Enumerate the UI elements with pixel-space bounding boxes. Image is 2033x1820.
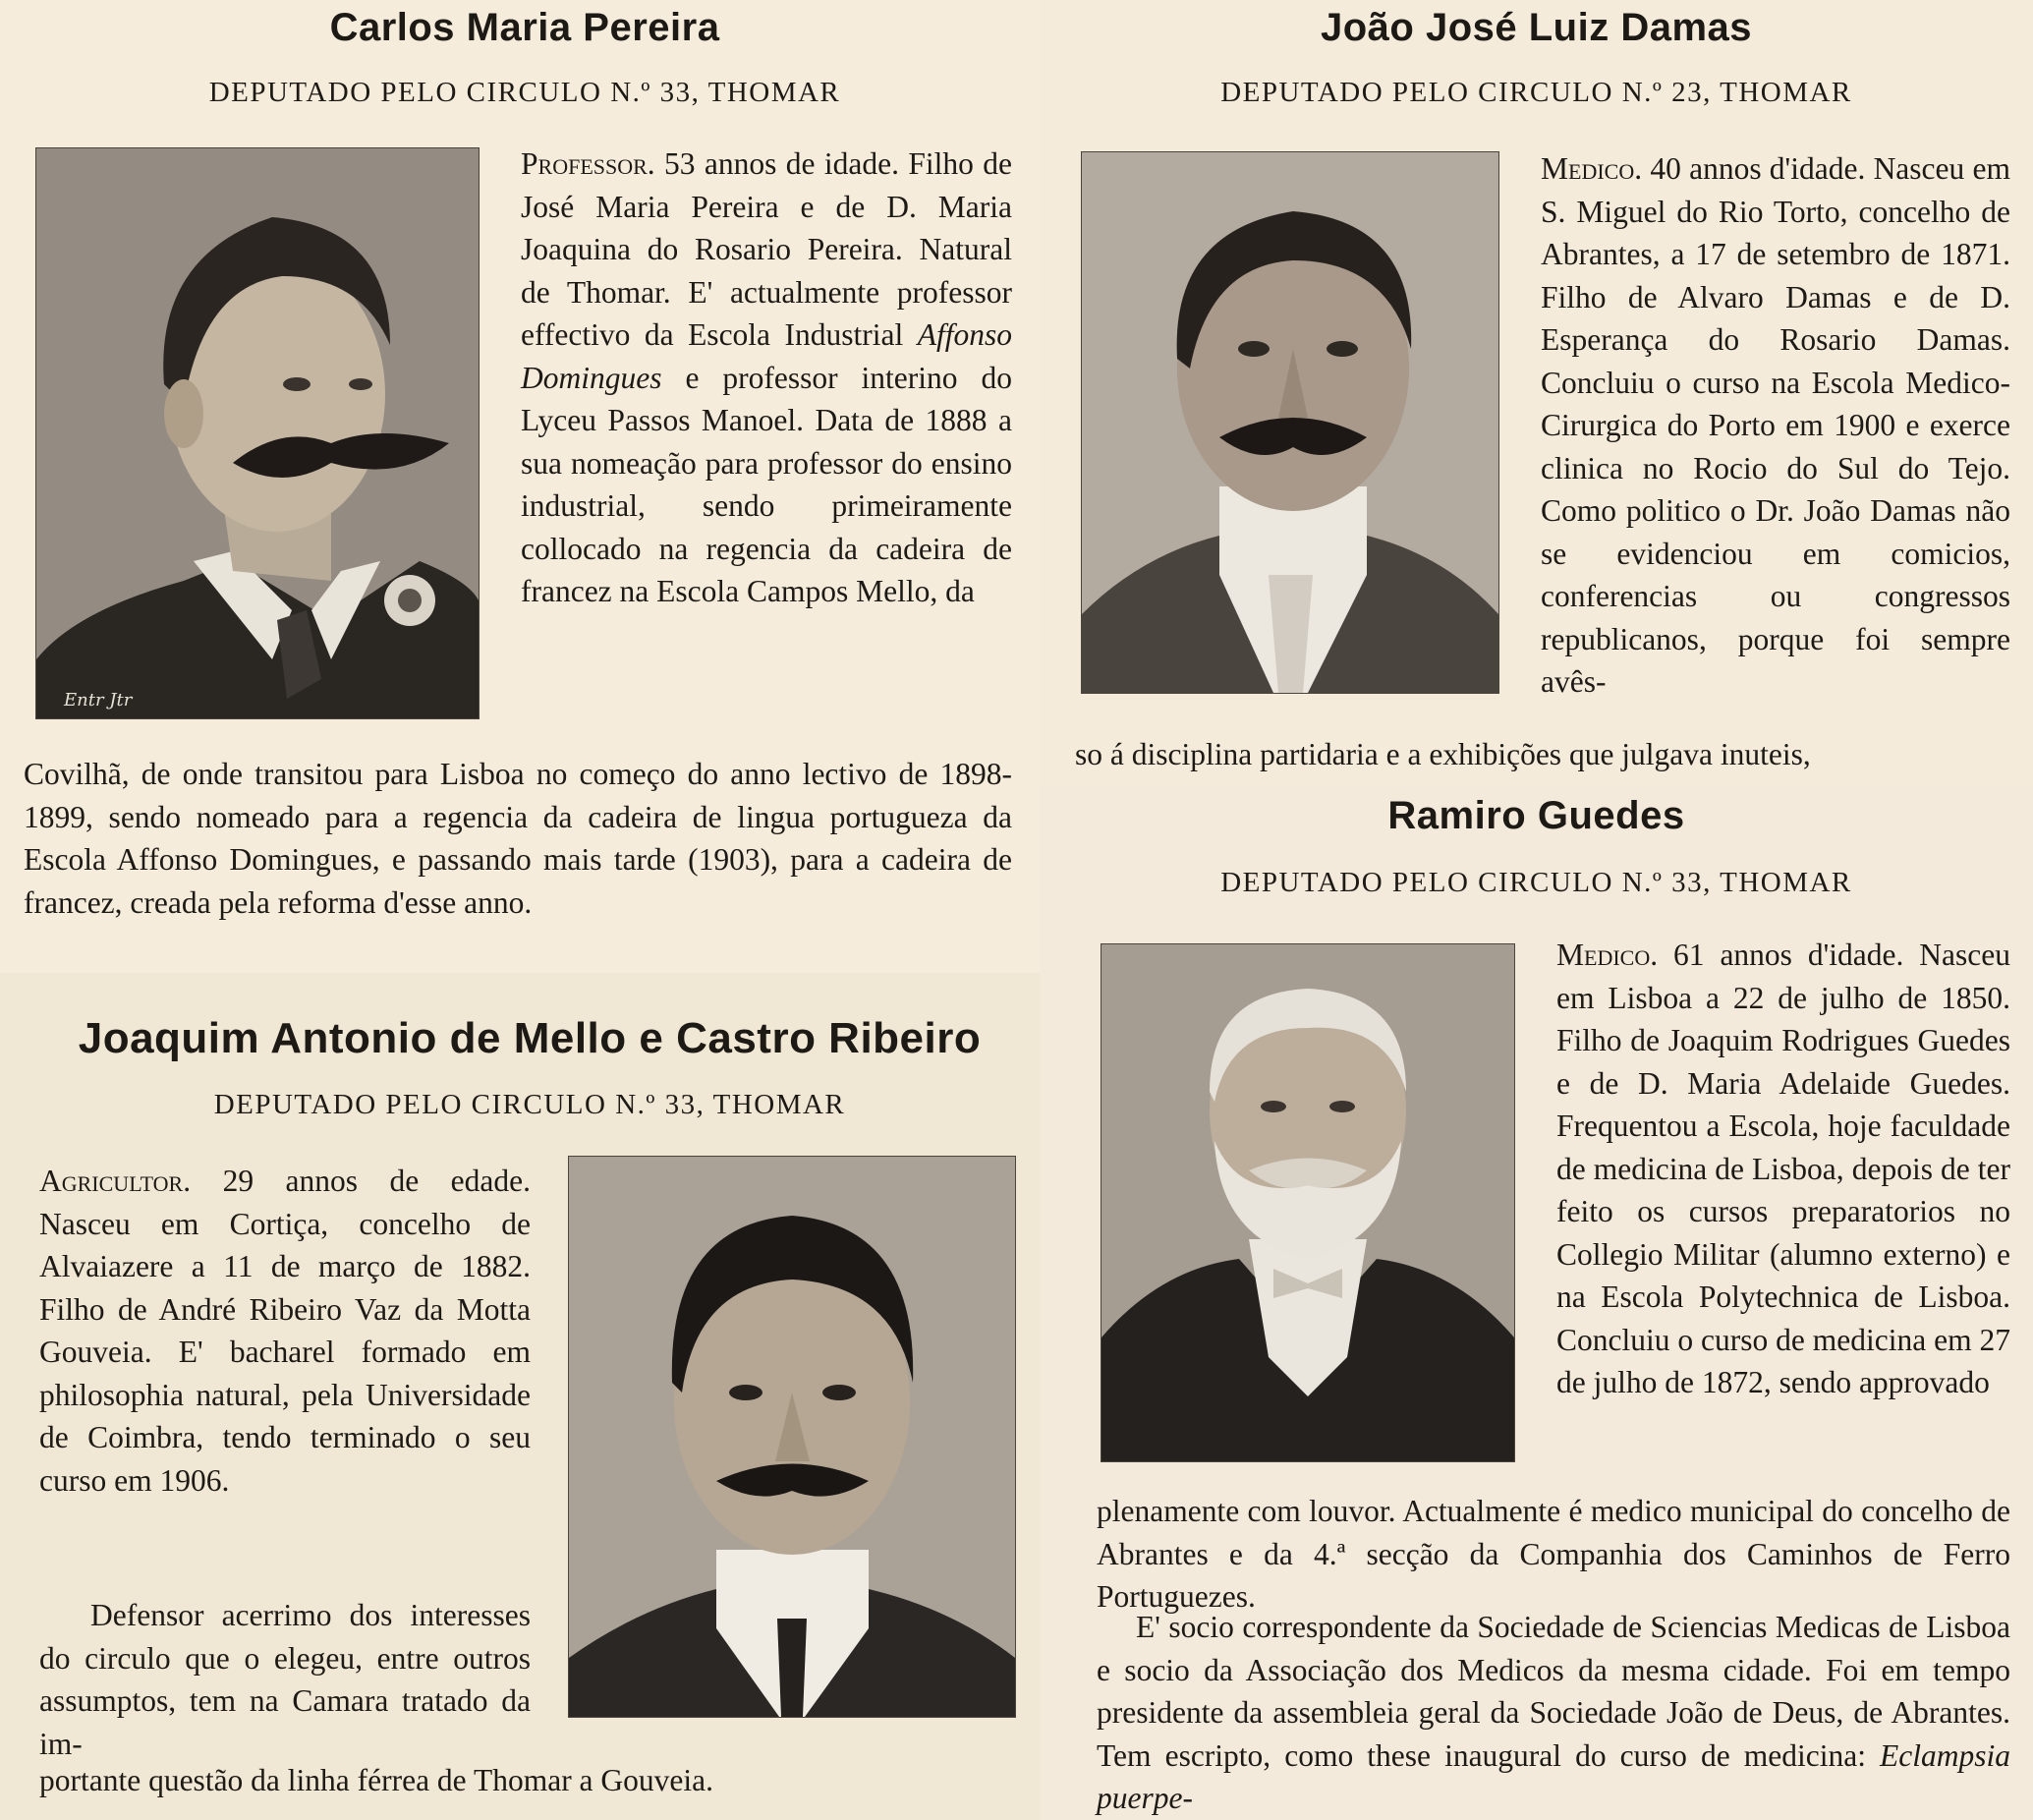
portrait-photo	[1081, 151, 1499, 694]
profile-ramiro-guedes	[1040, 786, 2033, 1820]
profile-circulo: DEPUTADO PELO CIRCULO N.º 33, THOMAR	[1220, 867, 1852, 898]
profile-bio-italic: Affonso Domingues	[521, 317, 1012, 395]
profile-bio-text: E' socio correspondente da Sociedade de Sciencias Medicas de Lisboa e socio da Associação dos Medicos da mesma cidade. Foi em tempo presidente da assembleia geral da Sociedade João de Deus, de Abrantes. Tem escripto, como these inaugural do curso de medicina:	[1097, 1610, 2010, 1773]
portrait-photo	[35, 147, 480, 719]
profile-circulo: DEPUTADO PELO CIRCULO N.º 33, THOMAR	[208, 77, 841, 108]
profile-bio-paragraph-2	[1097, 1606, 2010, 1820]
profile-bio	[521, 142, 1012, 613]
profile-carlos-maria-pereira	[0, 0, 1040, 973]
profile-name: Ramiro Guedes	[1387, 794, 1685, 837]
profile-bio-italic: Eclampsia puerpe-	[1097, 1737, 2010, 1815]
profile-profession: Professor.	[521, 146, 655, 181]
profile-profession: Medico.	[1541, 151, 1643, 186]
profile-circulo: DEPUTADO PELO CIRCULO N.º 33, THOMAR	[213, 1089, 846, 1120]
profile-circulo: DEPUTADO PELO CIRCULO N.º 23, THOMAR	[1220, 77, 1852, 108]
profile-bio-text: 61 annos d'idade. Nasceu em Lisboa a 22 de julho de 1850. Filho de Joaquim Rodrigues Guedes e de D. Maria Adelaide Guedes. Frequentou a Escola, hoje faculdade de medicina de Lisboa, depois de ter feito os cursos preparatorios no Collegio Militar (alumno externo) e na Escola Polytechnica de Lisboa. Concluiu o curso de medicina em 27 de julho de 1872, sendo approvado	[1556, 938, 2010, 1399]
profile-bio-continued: Covilhã, de onde transitou para Lisboa no começo do anno lectivo de 1898-1899, sendo nomeado para a regencia da cadeira de lingua portugueza da Escola Affonso Domingues, e passando mais tarde (1903), para a cadeira de francez, creada pela reforma d'esse anno.	[24, 757, 1012, 920]
profile-bio	[1556, 934, 2010, 1404]
profile-bio	[1541, 147, 2010, 704]
profile-bio-text: 53 annos de idade. Filho de José Maria Pereira e de D. Maria Joaquina do Rosario Pereira. Natural de Thomar. E' actualmente professor effectivo da Escola Industrial	[521, 146, 1012, 352]
profile-bio-text: 40 annos d'idade. Nasceu em S. Miguel do Rio Torto, concelho de Abrantes, a 17 de setembro de 1871. Filho de Alvaro Damas e de D. Esperança do Rosario Damas. Concluiu o curso na Escola Medico-Cirurgica do Porto em 1900 e exerce clinica no Rocio do Sul do Tejo. Como politico o Dr. João Damas não se evidenciou em comicios, conferencias ou congressos republicanos, porque foi sempre avês-	[1541, 151, 2010, 699]
profile-name: Joaquim Antonio de Mello e Castro Ribeiro	[78, 1014, 982, 1062]
profile-bio-continued: so á disciplina partidaria e a exhibições que julgava inuteis,	[1075, 737, 1811, 771]
profile-bio-continued: plenamente com louvor. Actualmente é medico municipal do concelho de Abrantes e da 4.ª secção da Companhia dos Caminhos de Ferro Portuguezes.	[1097, 1494, 2010, 1614]
profile-name: João José Luiz Damas	[1320, 6, 1753, 49]
profile-joao-jose-luiz-damas	[1040, 0, 2033, 786]
profile-bio	[39, 1160, 531, 1502]
engraver-signature: Entr Jtr	[64, 690, 133, 711]
profile-bio-paragraph-2: Defensor acerrimo dos interesses do circulo que o elegeu, entre outros assumptos, tem na Camara tratado da im-	[39, 1598, 531, 1761]
portrait-photo	[1101, 943, 1515, 1462]
portrait-photo	[568, 1156, 1016, 1718]
profile-bio-text: 29 annos de edade. Nasceu em Cortiça, concelho de Alvaiazere a 11 de março de 1882. Filho de André Ribeiro Vaz da Motta Gouveia. E' bacharel formado em philosophia natural, pela Universidade de Coimbra, tendo terminado o seu curso em 1906.	[39, 1164, 531, 1498]
profile-profession: Agricultor.	[39, 1164, 192, 1198]
profile-profession: Medico.	[1556, 938, 1659, 972]
profile-bio-text-cont: e professor interino do Lyceu Passos Manoel. Data de 1888 a sua nomeação para professor do ensino industrial, sendo primeiramente collocado na regencia da cadeira de francez na Escola Campos Mello, da	[521, 360, 1012, 608]
profile-name: Carlos Maria Pereira	[329, 6, 720, 49]
profile-bio-continued: portante questão da linha férrea de Thomar a Gouveia.	[39, 1763, 714, 1797]
profile-joaquim-antonio-mello-castro-ribeiro	[0, 973, 1040, 1820]
